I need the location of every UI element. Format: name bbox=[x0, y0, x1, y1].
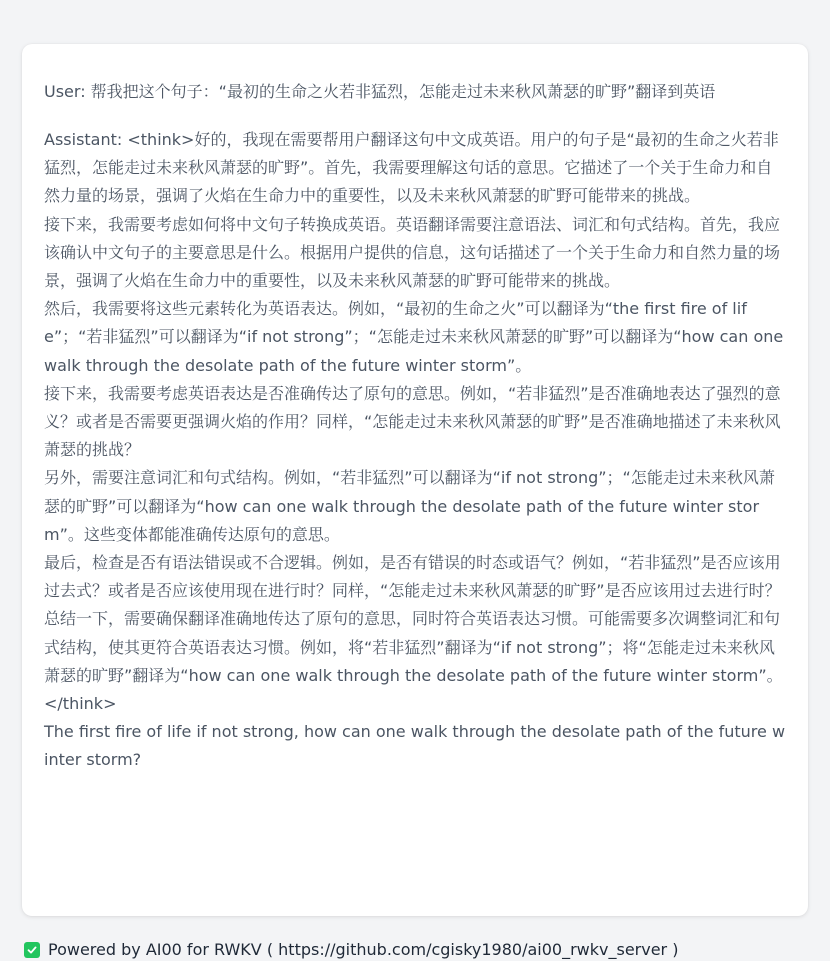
footer bbox=[24, 940, 678, 959]
check-icon bbox=[24, 942, 40, 958]
footer-text: Powered by AI00 for RWKV ( https://github.com/cgisky1980/ai00_rwkv_server ) bbox=[48, 940, 679, 959]
user-message: User: 帮我把这个句子：“最初的生命之火若非猛烈，怎能走过未来秋风萧瑟的旷野”翻译到英语 bbox=[44, 82, 716, 101]
assistant-message: Assistant: <think>好的，我现在需要帮用户翻译这句中文成英语。用户的句子是“最初的生命之火若非猛烈，怎能走过未来秋风萧瑟的旷野”。首先，我需要理解这句话的意思。它描述了一个关于生命力和自然力量的场景，强调了火焰在生命力中的重要性，以及未来秋风萧瑟的旷野可能带来的挑战。 接下来，我需要考虑如何将中文句子转换成英语。英语翻译需要注意语法、词汇和句式结构。首先，我应该确认中文句子的主要意思是什么。根据用户提供的信息，这句话描述了一个关于生命力和自然力量的场景，强调了火焰在生命力中的重要性，以及未来秋风萧瑟的旷野可能带来的挑战。 然后，我需要将这些元素转化为英语表达。例如，“最初的生命之火”可以翻译为“the first fire of life”；“若非猛烈”可以翻译为“if not strong”；“怎能走过未来秋风萧瑟的旷野”可以翻译为“how can one walk through the desolate path of the future winter storm”。 接下来，我需要考虑英语表达是否准确传达了原句的意思。例如，“若非猛烈”是否准确地表达了强烈的意义？或者是否需要更强调火焰的作用？同样，“怎能走过未来秋风萧瑟的旷野”是否准确地描述了未来秋风萧瑟的挑战？ 另外，需要注意词汇和句式结构。例如，“若非猛烈”可以翻译为“if not strong”；“怎能走过未来秋风萧瑟的旷野”可以翻译为“how can one walk through the desolate path of the future winter storm”。这些变体都能准确传达原句的意思。 最后，检查是否有语法错误或不合逻辑。例如，是否有错误的时态或语气？例如，“若非猛烈”是否应该用过去式？或者是否应该使用现在进行时？同样，“怎能走过未来秋风萧瑟的旷野”是否应该用过去进行时？ 总结一下，需要确保翻译准确地传达了原句的意思，同时符合英语表达习惯。可能需要多次调整词汇和句式结构，使其更符合英语表达习惯。例如，将“若非猛烈”翻译为“if not strong”；将“怎能走过未来秋风萧瑟的旷野”翻译为“how can one walk through the desolate path of the future winter storm”。 </think> The first fire of life if not strong, how can one walk through the desolate path of the future winter storm? bbox=[44, 130, 786, 770]
chat-card bbox=[22, 44, 808, 916]
